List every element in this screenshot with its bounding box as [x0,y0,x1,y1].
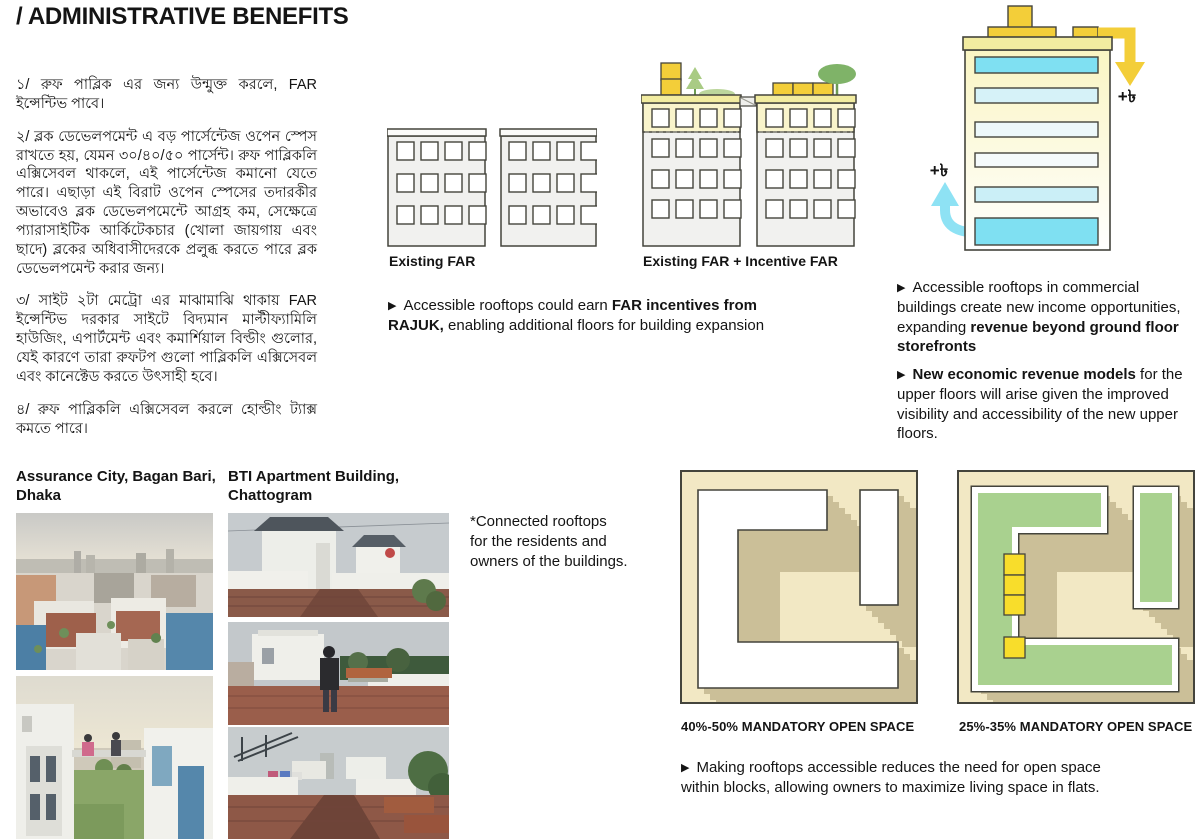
photo-bti-rooftop-walkway [228,727,449,839]
rooftop-structures-plan [1004,554,1025,658]
open-space-text: Making rooftops accessible reduces the need for open space within blocks, allowing owners to maximize living space in flats. [681,759,1101,796]
photo-caption-dhaka: Assurance City, Bagan Bari, Dhaka [16,468,216,504]
far-caption-bold: FAR incentives from RAJUK, [388,297,757,334]
bengali-points-column [16,76,317,452]
para2-bold: New economic revenue models [912,366,1136,383]
photo-bti-rooftop-person [228,622,449,725]
taka-icon: +৳ [929,161,949,180]
existing-far-diagram [387,128,597,247]
umbrella-icon [385,548,395,558]
open-space-label-left: 40%-50% MANDATORY OPEN SPACE [681,719,915,734]
commercial-building-diagram [920,0,1160,254]
connected-rooftops-note: *Connected rooftops for the residents and owners of the buildings. [470,513,628,570]
commercial-paragraph-1 [897,278,1197,357]
para1-pre: Accessible rooftops in commercial buildings create new income opportunities, expanding [897,279,1181,336]
rooftop-bridge [740,97,756,106]
photo-assurance-city-rooftop [16,676,213,839]
photo-caption-chattogram: BTI Apartment Building, Chattogram [228,468,400,504]
bullet-icon: ▶ [897,282,906,294]
bengali-point-1: ১/ রুফ পাব্লিক এর জন্য উন্মুক্ত করলে, FAR ইন্সেন্টিভ পাবে। [16,77,317,112]
existing-far-label: Existing FAR [389,253,476,269]
para2-post: for the upper floors will arise given the improved visibility and accessibility of the new upper floors. [897,366,1183,443]
open-space-plan-existing [680,470,918,704]
bullet-icon: ▶ [388,300,397,312]
photo-assurance-city-aerial [16,513,213,670]
bullet-icon: ▶ [897,369,906,381]
incentive-far-label: Existing FAR + Incentive FAR [643,253,838,269]
existing-building-1 [387,129,486,246]
far-caption-post: enabling additional floors for building expansion [443,316,765,334]
commercial-paragraph-2 [897,365,1199,444]
bullet-icon: ▶ [681,762,690,774]
incentive-far-diagram [641,57,857,249]
open-space-plan-roofgreen [957,470,1195,704]
existing-building-2 [500,129,597,246]
open-space-paragraph [681,758,1113,798]
tree-icon [686,67,704,95]
commercial-building [963,37,1112,250]
far-caption-pre: Accessible rooftops could earn [403,297,612,314]
photo-bti-rooftop-solar [228,513,449,617]
far-caption [388,296,786,336]
para1-bold: revenue beyond ground floor storefronts [897,318,1179,356]
bengali-point-3: ৩/ সাইট ২টা মেট্রো এর মাঝামাঝি থাকায় FAR ইন্সেন্টিভ দরকার সাইটে বিদ্যমান মাল্টীফ্যামিলি হাউজিং, এপার্টমেন্ট এবং কমার্শিয়াল বিল্ডীং গুলোর, যেই কারণে তারা রুফটপ গুলো পাব্লিকলি এক্সিসেবল এবং কানেক্টেড করতে উৎসাহী হবে। [16,293,317,385]
open-space-label-right: 25%-35% MANDATORY OPEN SPACE [959,719,1193,734]
bengali-point-2: ২/ ব্লক ডেভেলপমেন্ট এ বড় পার্সেন্টেজ ওপেন স্পেস রাখতে হয়, যেমন ৩০/৪০/৫০ পার্সেন্ট। রুফ পাব্লিকলি এক্সিসেবল থাকলে, এই পার্সেন্টেজ কমানো যেতে পারে। এছাড়া এই বিরাট ওপেন স্পেসের তদারকীর অভাবেও ব্লক ডেভেলপমেন্টে আগ্রহ কম, সেক্ষেত্রে প্যারাসাইটিক আর্কিটেকচার (খোলা জায়গায় এবং ছাদে) ব্লকের অধিবাসীদেরকে প্রলুব্ধ করতে পারে ব্লক ডেভেলপমেন্ট করার জন্য। [16,128,317,277]
taka-icon: +৳ [1117,87,1137,106]
page-title: / ADMINISTRATIVE BENEFITS [16,3,349,30]
rooftop-structures-1 [661,63,735,99]
incentive-building-2 [755,95,856,246]
rooftop-structures-2 [773,64,856,95]
bengali-point-4: ৪/ রুফ পাব্লিকলি এক্সিসেবল করলে হোল্ডীং ট্যাক্স কমতে পারে। [16,401,317,437]
incentive-building-1 [641,95,741,246]
rooftop-structures-commercial [988,6,1098,38]
